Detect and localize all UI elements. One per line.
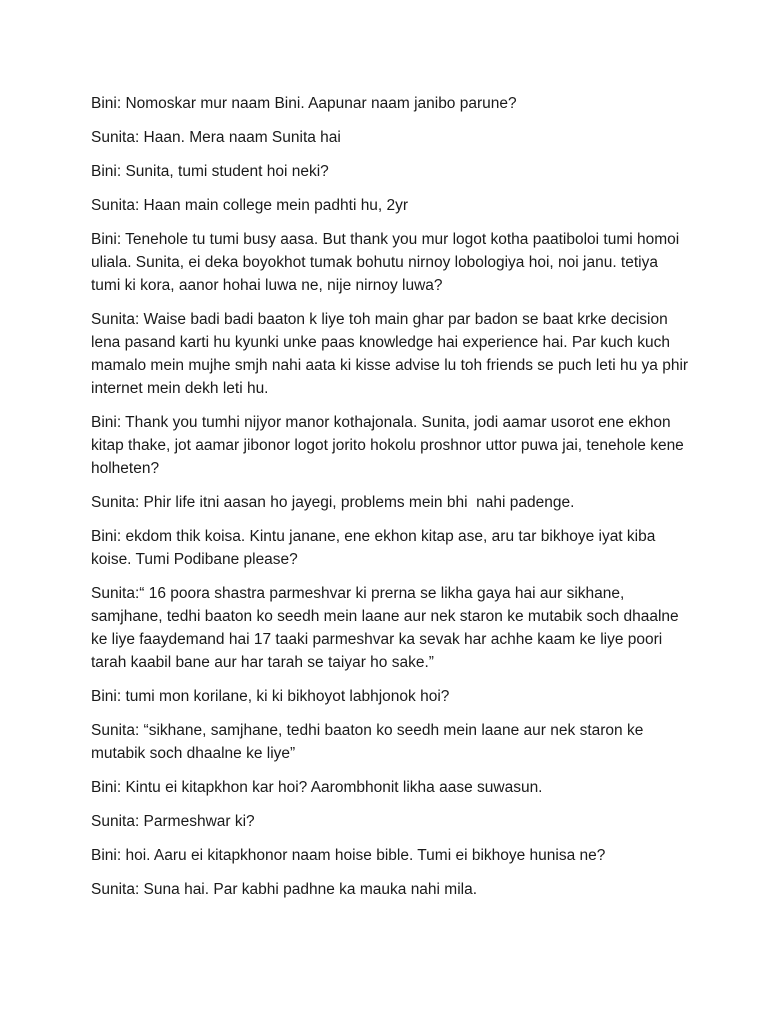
dialogue-line: Bini: ekdom thik koisa. Kintu janane, ene ekhon kitap ase, aru tar bikhoye iyat kiba koise. Tumi Podibane please? [91,528,660,568]
dialogue-line: Sunita: “sikhane, samjhane, tedhi baaton ko seedh mein laane aur nek staron ke mutabik soch dhaalne ke liye” [91,722,648,762]
dialogue-line: Bini: Tenehole tu tumi busy aasa. But thank you mur logot kotha paatiboloi tumi homoi uliala. Sunita, ei deka boyokhot tumak bohutu nirnoy lobologiya hoi, noi janu. tetiya tumi ki kora, aanor hohai luwa ne, nije nirnoy luwa? [91,231,684,294]
dialogue-line: Sunita: Phir life itni aasan ho jayegi, problems mein bhi nahi padenge. [91,494,575,511]
dialogue-line: Bini: tumi mon korilane, ki ki bikhoyot labhjonok hoi? [91,688,450,705]
dialogue-line: Bini: hoi. Aaru ei kitapkhonor naam hoise bible. Tumi ei bikhoye hunisa ne? [91,847,606,864]
dialogue-line: Sunita: Suna hai. Par kabhi padhne ka mauka nahi mila. [91,881,478,898]
dialogue-line: Sunita: Haan main college mein padhti hu, 2yr [91,197,409,214]
dialogue-line: Sunita:“ 16 poora shastra parmeshvar ki prerna se likha gaya hai aur sikhane, samjhane, tedhi baaton ko seedh mein laane aur nek staron ke mutabik soch dhaalne ke liye faaydemand hai 17 taaki parmeshvar ka sevak har achhe kaam ke liye poori tarah kaabil bane aur har tarah se taiyar ho sake.” [91,585,683,671]
dialogue-line: Sunita: Haan. Mera naam Sunita hai [91,129,341,146]
dialogue-line: Bini: Kintu ei kitapkhon kar hoi? Aarombhonit likha aase suwasun. [91,779,543,796]
dialogue-line: Bini: Thank you tumhi nijyor manor kothajonala. Sunita, jodi aamar usorot ene ekhon kitap thake, jot aamar jibonor logot jorito hokolu proshnor uttor puwa jai, tenehole kene holheten? [91,414,689,477]
dialogue-line: Bini: Nomoskar mur naam Bini. Aapunar naam janibo parune? [91,95,517,112]
dialogue-line: Sunita: Waise badi badi baaton k liye toh main ghar par badon se baat krke decision lena pasand karti hu kyunki unke paas knowledge hai experience hai. Par kuch kuch mamalo mein mujhe smjh nahi aata ki kisse advise lu toh friends se puch leti hu ya phir internet mein dekh leti hu. [91,311,693,397]
document-page [91,92,691,912]
dialogue-line: Sunita: Parmeshwar ki? [91,813,255,830]
dialogue-line: Bini: Sunita, tumi student hoi neki? [91,163,329,180]
